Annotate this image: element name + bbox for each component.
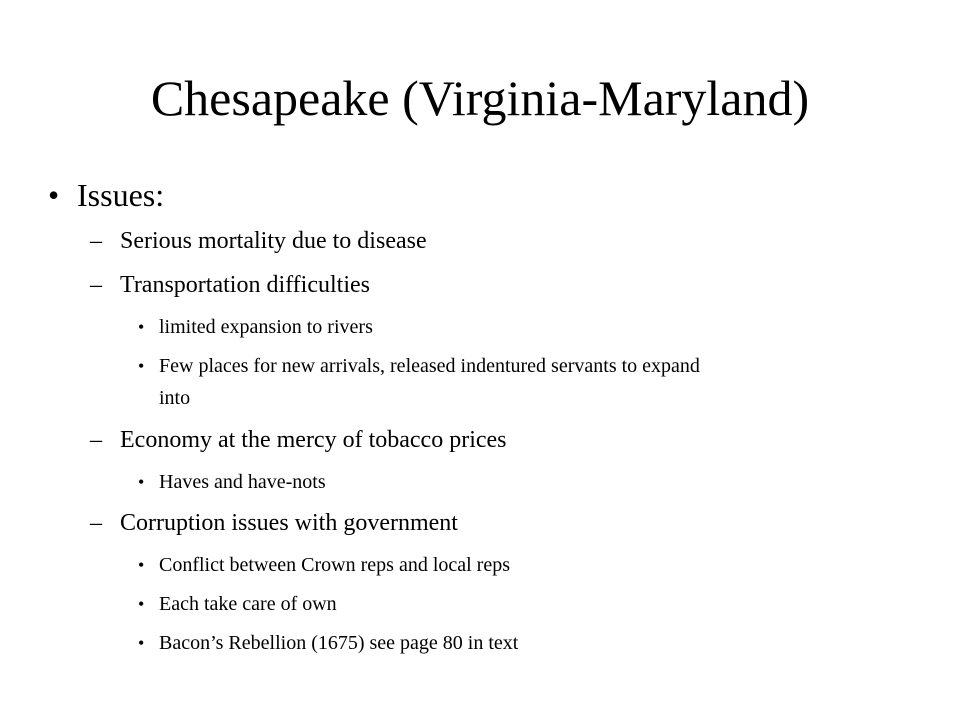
small-bullet-marker: • <box>138 317 145 337</box>
bullet-text-issues: Issues: <box>77 177 165 213</box>
subitem-mortality <box>90 226 850 256</box>
detail-text-haves: Haves and have-nots <box>159 471 326 493</box>
detail-rivers <box>138 315 898 339</box>
detail-text-bacon: Bacon’s Rebellion (1675) see page 80 in text <box>159 632 519 654</box>
detail-conflict <box>138 553 898 577</box>
detail-text-few-places: Few places for new arrivals, released indentured servants to expand <box>159 355 700 377</box>
subitem-text-corruption: Corruption issues with government <box>120 510 458 536</box>
subitem-transportation <box>90 270 850 300</box>
subitem-text-transportation: Transportation difficulties <box>120 272 370 298</box>
detail-haves <box>138 470 898 494</box>
subitem-text-economy: Economy at the mercy of tobacco prices <box>120 427 507 453</box>
small-bullet-marker: • <box>138 633 145 653</box>
detail-text-each-own: Each take care of own <box>159 593 337 615</box>
detail-few-places <box>138 354 898 378</box>
dash-marker: – <box>90 510 102 536</box>
detail-text-rivers: limited expansion to rivers <box>159 316 373 338</box>
subitem-economy <box>90 425 850 455</box>
detail-text-conflict: Conflict between Crown reps and local reps <box>159 554 511 576</box>
bullet-issues <box>48 176 748 214</box>
small-bullet-marker: • <box>138 555 145 575</box>
small-bullet-marker: • <box>138 594 145 614</box>
subitem-text-mortality: Serious mortality due to disease <box>120 228 427 254</box>
small-bullet-marker: • <box>138 472 145 492</box>
small-bullet-marker: • <box>138 356 145 376</box>
slide-title: Chesapeake (Virginia-Maryland) <box>150 70 810 126</box>
bullet-marker: • <box>48 177 60 213</box>
dash-marker: – <box>90 228 102 254</box>
dash-marker: – <box>90 272 102 298</box>
dash-marker: – <box>90 427 102 453</box>
detail-each-own <box>138 592 898 616</box>
detail-text-few-places-continued: into <box>159 387 191 409</box>
subitem-corruption <box>90 508 850 538</box>
detail-bacon <box>138 631 898 655</box>
